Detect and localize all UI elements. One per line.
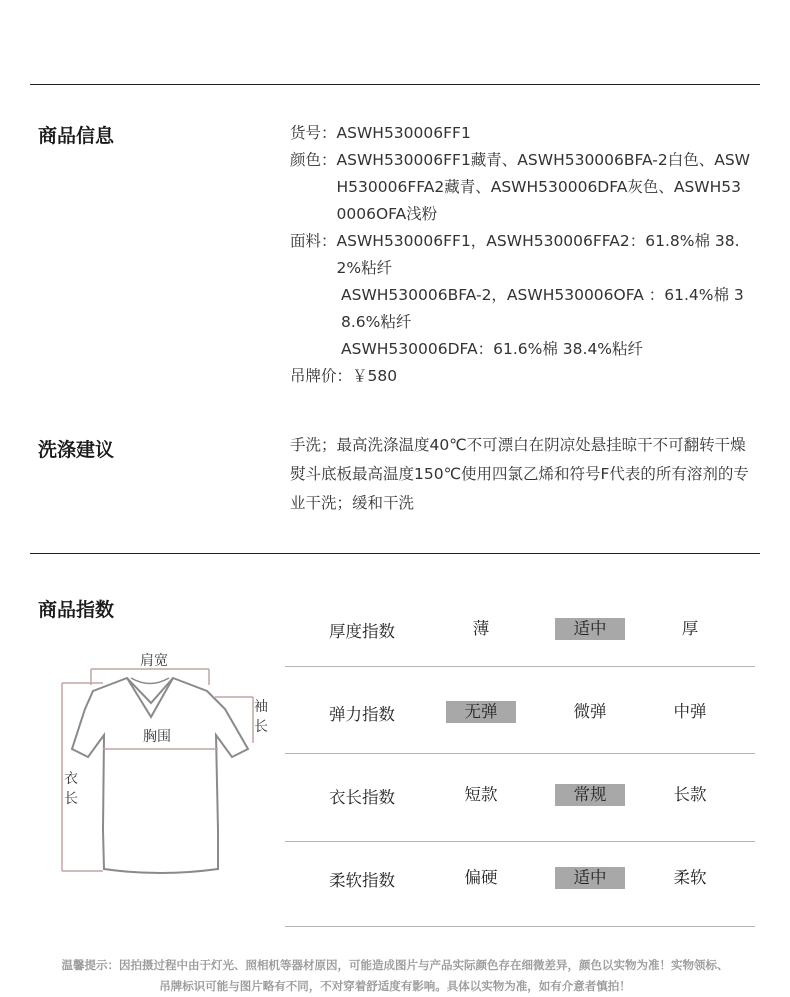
index-row-divider [285,841,755,842]
sleeve-label-1: 袖 [254,699,268,715]
notice-line-2: 吊牌标识可能与图片略有不同，不对穿着舒适度有影响。具体以实物为准，如有介意者慎拍！ [159,979,631,993]
fabric-row [290,228,750,282]
index-option-selected: 无弹 [446,701,516,723]
index-option: 薄 [472,619,490,638]
tshirt-outline [72,678,248,873]
index-row [285,618,755,678]
index-option: 偏硬 [464,868,498,887]
product-info-block [290,120,750,390]
price-label: 吊牌价： [290,367,353,385]
length-label-1: 衣 [64,771,78,787]
index-option: 柔软 [673,868,707,887]
index-row-divider [285,666,755,667]
index-row [285,784,755,844]
index-option-selected: 适中 [555,867,625,889]
color-label: 颜色： [290,151,337,169]
index-row-name: 厚度指数 [329,622,395,641]
item-no-value: ASWH530006FF1 [336,124,471,142]
index-title: 商品指数 [38,599,115,621]
index-row-divider [285,926,755,927]
item-no-row [290,120,750,147]
fabric-label: 面料： [290,232,337,250]
length-label-2: 长 [64,791,78,807]
index-row [285,701,755,761]
price-value: ￥580 [352,367,398,385]
top-rule [30,84,760,85]
fabric-line-2: ASWH530006BFA-2，ASWH530006OFA ：61.4%棉 38.6%粘纤 [341,286,744,331]
color-value: ASWH530006FF1藏青、ASWH530006BFA-2白色、ASWH530006FFA2藏青、ASWH530006DFA灰色、ASWH530006OFA浅粉 [336,151,751,223]
shoulder-measure-line [91,669,209,685]
chest-label: 胸围 [143,729,171,745]
tshirt-collar [131,678,169,684]
index-row-name: 弹力指数 [329,705,395,724]
index-row-divider [285,753,755,754]
tshirt-size-diagram [55,645,280,885]
fabric-line-3: ASWH530006DFA：61.6%棉 38.4%粘纤 [341,340,644,358]
index-row-name: 衣长指数 [329,788,395,807]
washing-title: 洗涤建议 [38,439,115,461]
index-option: 厚 [681,619,699,638]
index-option: 中弹 [673,702,707,721]
notice [0,955,790,997]
index-option: 短款 [464,785,498,804]
index-option: 长款 [673,785,707,804]
shoulder-label: 肩宽 [140,653,168,669]
color-row [290,147,750,228]
product-info-title: 商品信息 [38,125,115,147]
index-option: 微弹 [573,702,607,721]
mid-rule [30,553,760,554]
index-row-name: 柔软指数 [329,871,395,890]
washing-text: 手洗；最高洗涤温度40℃不可漂白在阴凉处悬挂晾干不可翻转干燥熨斗底板最高温度150℃使用四氯乙烯和符号F代表的所有溶剂的专业干洗；缓和干洗 [290,436,749,512]
index-option-selected: 常规 [555,784,625,806]
notice-line-1: 温馨提示：因拍摄过程中由于灯光、照相机等器材原因，可能造成图片与产品实际颜色存在细微差异，颜色以实物为准！实物领标、 [61,958,729,972]
item-no-label: 货号： [290,124,337,142]
sleeve-label-2: 长 [254,719,268,735]
index-row [285,867,755,927]
price-row [290,363,750,390]
fabric-line-1: ASWH530006FF1，ASWH530006FFA2：61.8%棉 38.2%粘纤 [336,232,740,277]
index-option-selected: 适中 [555,618,625,640]
